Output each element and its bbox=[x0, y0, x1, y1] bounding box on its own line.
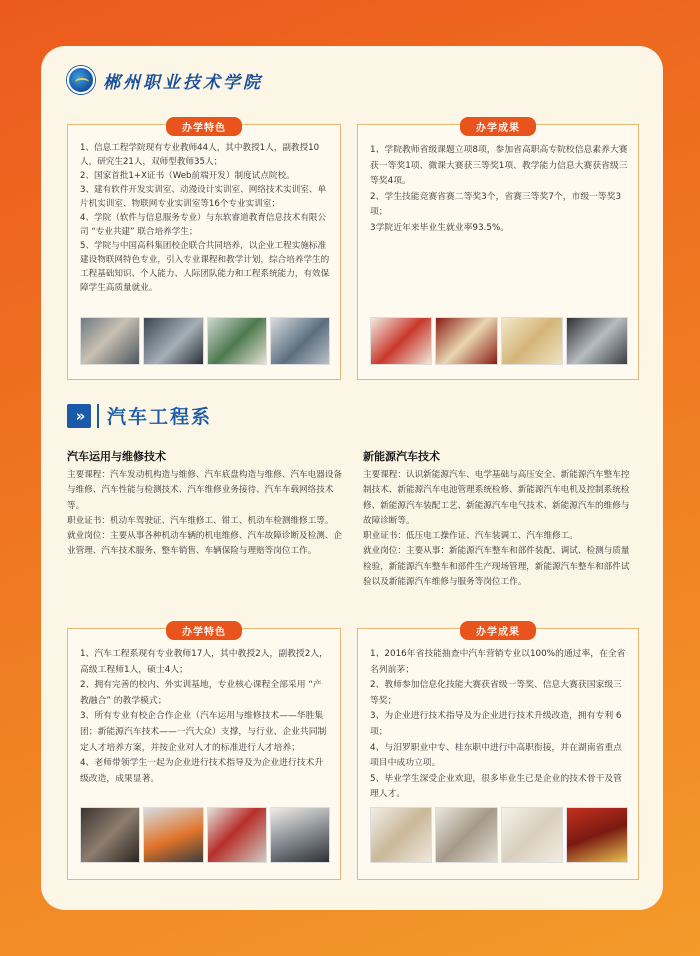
list-item: 2、学生技能竞赛省赛二等奖3个，省赛三等奖7个，市级一等奖3项； bbox=[370, 191, 622, 217]
list-item: 1、信息工程学院现有专业教师44人，其中教授1人，副教授10人，研究生21人，双师型教师35人； bbox=[80, 143, 320, 167]
heading-divider bbox=[97, 404, 99, 428]
list-item: 3、所有专业有校企合作企业（汽车运用与维修技术——华胜集团；新能源汽车技术——一汽大众）支撑，与行业、企业共同制定人才培养方案，并按企业对人才的标准进行人才培养； bbox=[80, 711, 327, 753]
major-line: 就业岗位：主要从事各种机动车辆的机电维修、汽车故障诊断及检测、企业管理、汽车技术服务、整车销售、车辆保险与理赔等岗位工作。 bbox=[67, 531, 343, 557]
chevron-right-icon: » bbox=[67, 404, 91, 428]
content-card bbox=[41, 46, 663, 910]
achievements-text bbox=[370, 647, 628, 803]
major-line: 主要课程：认识新能源汽车、电学基础与高压安全、新能源汽车整车控制技术、新能源汽车电池管理系统检修、新能源汽车电机及控制系统检修、新能源汽车装配工艺、新能源汽车电气技术、新能源汽车的维修与故障诊断等。 bbox=[363, 470, 630, 526]
group-photo bbox=[270, 807, 330, 863]
features-text bbox=[80, 647, 330, 787]
award-ceremony-photo bbox=[566, 807, 628, 863]
trophy-photo bbox=[566, 317, 628, 365]
features-tag: 办学特色 bbox=[166, 621, 242, 640]
achievements-text bbox=[370, 143, 628, 236]
school-name: 郴州职业技术学院 bbox=[103, 72, 263, 93]
school-logo-icon bbox=[67, 66, 95, 94]
award-photo-strip bbox=[370, 317, 628, 365]
list-item: 4、老师带领学生一起为企业进行技术指导及为企业进行技术升级改造，成果显著。 bbox=[80, 758, 324, 784]
list-item: 2、国家首批1+X证书（Web前端开发）制度试点院校。 bbox=[80, 171, 295, 181]
computer-room-photo bbox=[207, 317, 267, 365]
certificates-photo bbox=[501, 317, 563, 365]
list-item: 3、建有软件开发实训室、动漫设计实训室、网络技术实训室、单片机实训室、物联网专业实训室等16个专业实训室； bbox=[80, 185, 327, 209]
department-title: 汽车工程系 bbox=[107, 406, 213, 428]
photo-strip bbox=[80, 317, 330, 365]
major-description bbox=[363, 468, 637, 590]
major-description bbox=[67, 468, 349, 560]
major-line: 主要课程：汽车发动机构造与维修、汽车底盘构造与维修、汽车电器设备与维修、汽车性能与检测技术、汽车维修业务接待、汽车车载网络技术等。 bbox=[67, 470, 343, 511]
major-title: 新能源汽车技术 bbox=[363, 450, 440, 463]
school-header bbox=[67, 66, 263, 94]
major-new-energy bbox=[363, 448, 637, 590]
features-box-auto bbox=[67, 628, 341, 880]
list-item: 5、学院与中国高科集团校企联合共同培养，以企业工程实施标准建设物联网特色专业，引入专业课程和教学计划，综合培养学生的工程基础知识、个人能力、人际团队能力和工程系统能力，有效保障学生高质量就业。 bbox=[80, 241, 330, 293]
list-item: 2、拥有完善的校内、外实训基地，专业核心课程全部采用 “产教融合” 的教学模式； bbox=[80, 680, 322, 706]
certificate-photo bbox=[501, 807, 563, 863]
photo-strip bbox=[80, 807, 330, 863]
certificate-photo bbox=[435, 317, 497, 365]
features-text bbox=[80, 141, 330, 295]
list-item: 2、教师参加信息化技能大赛获省级一等奖、信息大赛获国家级三等奖； bbox=[370, 680, 622, 706]
major-line: 职业证书：机动车驾驶证、汽车维修工、钳工、机动车检测维修工等。 bbox=[67, 515, 334, 526]
major-line: 职业证书：低压电工操作证、汽车装调工、汽车维修工。 bbox=[363, 531, 578, 542]
list-item: 3学院近年来毕业生就业率93.5%。 bbox=[370, 222, 510, 233]
features-tag: 办学特色 bbox=[166, 117, 242, 136]
major-auto-repair bbox=[67, 448, 349, 560]
major-line: 就业岗位：主要从事：新能源汽车整车和部件装配、调试、检测与质量检验，新能源汽车整车和部件生产现场管理，新能源汽车整车和部件试验以及新能源汽车维修与服务等岗位工作。 bbox=[363, 546, 630, 588]
achievements-box-it bbox=[357, 124, 639, 380]
certificates-photo bbox=[370, 807, 432, 863]
achievements-tag: 办学成果 bbox=[460, 621, 536, 640]
features-box-it bbox=[67, 124, 341, 380]
list-item: 3、为企业进行技术指导及为企业进行技术升级改造，拥有专利 6 项； bbox=[370, 711, 622, 737]
list-item: 1、2016年省技能抽查中汽车营销专业以100%的通过率，在全省名列前茅； bbox=[370, 649, 626, 675]
engine-repair-photo bbox=[80, 807, 140, 863]
training-room-photo bbox=[270, 317, 330, 365]
lab-photo bbox=[143, 317, 203, 365]
orange-car-photo bbox=[143, 807, 203, 863]
major-title: 汽车运用与维修技术 bbox=[67, 450, 166, 463]
list-item: 1、学院教师省级课题立项8项，参加省高职高专院校信息素养大赛获一等奖1项、微课大赛获三等奖1项、教学能力信息大赛获省级三等奖4项。 bbox=[370, 145, 628, 186]
list-item: 4、与汨罗职业中专、桂东职中进行中高职衔接，并在湖南省重点项目中成功立项。 bbox=[370, 742, 622, 769]
award-photo-strip bbox=[370, 807, 628, 863]
award-wall-photo bbox=[370, 317, 432, 365]
achievements-tag: 办学成果 bbox=[460, 117, 536, 136]
list-item: 4、学院（软件与信息服务专业）与东软睿道教育信息技术有限公司 “专业共建” 联合培养学生； bbox=[80, 213, 327, 237]
classroom-photo bbox=[80, 317, 140, 365]
list-item: 5、毕业学生深受企业欢迎，很多毕业生已是企业的技术骨干及管理人才。 bbox=[370, 773, 622, 800]
workshop-photo bbox=[207, 807, 267, 863]
list-item: 1、汽车工程系现有专业教师17人，其中教授2人，副教授2人，高级工程师1人，硕士4人； bbox=[80, 649, 328, 675]
department-heading bbox=[67, 402, 212, 429]
achievements-box-auto bbox=[357, 628, 639, 880]
patent-photo bbox=[435, 807, 497, 863]
